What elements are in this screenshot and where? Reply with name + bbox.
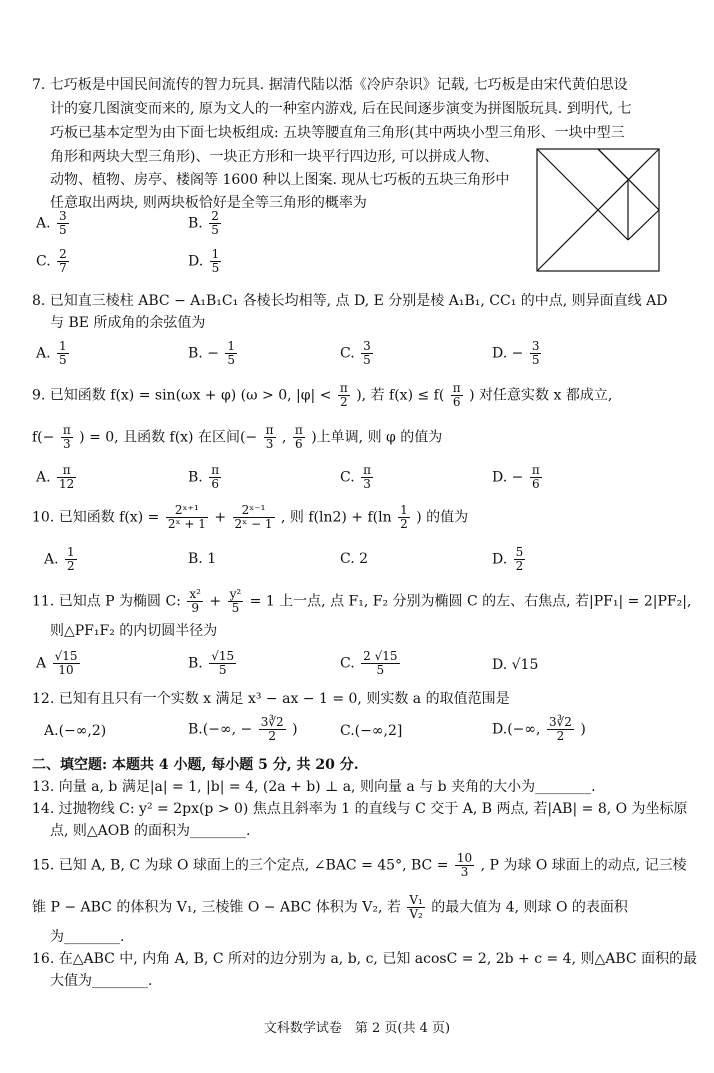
q9-option-a[interactable]: A. $\frac{\pi}{12}$ xyxy=(36,463,75,491)
q8-option-c[interactable]: C. $\frac{3}{5}$ xyxy=(340,339,371,367)
q11-line-1: 11. 已知点 P 为椭圆 C: $\frac{\text{x²}}{9}$ + $\frac{\text{y²}}{5}$ = 1 上一点, 点 F₁, F₂ 分别为椭圆 C 的左、右焦点, 若|PF₁| = 2|PF₂|, xyxy=(32,587,692,615)
q14-line-1: 14. 过抛物线 C: y² = 2px(p > 0) 焦点且斜率为 1 的直线与 C 交于 A, B 两点, 若|AB| = 8, O 为坐标原 xyxy=(32,801,688,817)
q11-option-a[interactable]: A $\frac{√15}{10}$ xyxy=(36,649,78,677)
q11-option-b[interactable]: B. $\frac{√15}{5}$ xyxy=(188,649,235,677)
q10-option-d[interactable]: D. $\frac{5}{2}$ xyxy=(492,545,524,573)
q7-option-c[interactable]: C. $\frac{2}{7}$ xyxy=(36,247,67,275)
q8-line-2: 与 BE 所成角的余弦值为 xyxy=(50,315,206,331)
q11-option-c[interactable]: C. $\frac{2 √15}{5}$ xyxy=(340,649,398,677)
q7-option-a[interactable]: A. $\frac{3}{5}$ xyxy=(36,209,67,237)
q15-line-2: 锥 P − ABC 的体积为 V₁, 三棱锥 O − ABC 体积为 V₂, 若 $\frac{\text{V₁}}{\text{V₂}}$ 的最大值为 4, 则球 O 的表面积 xyxy=(32,893,628,921)
q9-option-b[interactable]: B. $\frac{\pi}{6}$ xyxy=(188,463,220,491)
q8-line-1: 8. 已知直三棱柱 ABC − A₁B₁C₁ 各棱长均相等, 点 D, E 分别是棱 A₁B₁, CC₁ 的中点, 则异面直线 AD xyxy=(32,293,668,309)
q8-option-a[interactable]: A. $\frac{1}{5}$ xyxy=(36,339,67,367)
q7-line-1: 7. 七巧板是中国民间流传的智力玩具. 据清代陆以湉《冷庐杂识》记载, 七巧板是由宋代黄伯思设 xyxy=(32,77,628,93)
q13-line-1: 13. 向量 a, b 满足|a| = 1, |b| = 4, (2a + b) ⊥ a, 则向量 a 与 b 夹角的大小为________. xyxy=(32,779,596,795)
q9-option-c[interactable]: C. $\frac{\pi}{3}$ xyxy=(340,463,372,491)
q10-line-1: 10. 已知函数 f(x) = $\frac{\text{2ˣ⁺¹}}{\text{2ˣ + 1}}$ + $\frac{\text{2ˣ⁻¹}}{\text{2ˣ − 1}}$ , 则 f(ln2) + f(ln $\frac{1}{2}$ ) 的值为 xyxy=(32,503,469,531)
q9-line-1: 9. 已知函数 f(x) = sin(ωx + φ) (ω > 0, |φ| < $\frac{\pi}{2}$ ), 若 f(x) ≤ f( $\frac{\pi}{6}$ ) 对任意实数 x 都成立, xyxy=(32,381,613,409)
q8-option-d[interactable]: D. − $\frac{3}{5}$ xyxy=(492,339,540,367)
q7-line-6: 任意取出两块, 则两块板恰好是全等三角形的概率为 xyxy=(50,195,367,211)
q15-line-1: 15. 已知 A, B, C 为球 O 球面上的三个定点, ∠BAC = 45°, BC = $\frac{10}{3}$ , P 为球 O 球面上的动点, 记三棱 xyxy=(32,851,687,879)
q7-line-2: 计的宴几图演变而来的, 原为文人的一种室内游戏, 后在民间逐步演变为拼图版玩具. 到明代, 七 xyxy=(50,101,632,117)
q12-line-1: 12. 已知有且只有一个实数 x 满足 x³ − ax − 1 = 0, 则实数 a 的取值范围是 xyxy=(32,691,510,707)
tangram-figure xyxy=(536,148,660,272)
q15-line-3: 为________. xyxy=(50,929,125,945)
tangram-partial-diagonal xyxy=(537,149,628,240)
q14-line-2: 点, 则△AOB 的面积为________. xyxy=(50,823,251,839)
tangram-parallelogram-edge xyxy=(628,210,659,240)
q12-option-a[interactable]: A.(−∞,2) xyxy=(44,723,107,739)
q7-line-3: 巧板已基本定型为由下面七块板组成: 五块等腰直角三角形(其中两块小型三角形、一块中型三 xyxy=(50,125,625,141)
q8-option-b[interactable]: B. − $\frac{1}{5}$ xyxy=(188,339,236,367)
q11-option-d[interactable]: D. √15 xyxy=(492,657,539,673)
q9-option-d[interactable]: D. − $\frac{\pi}{6}$ xyxy=(492,463,540,491)
q9-line-2: f(− $\frac{\pi}{3}$ ) = 0, 且函数 f(x) 在区间(− $\frac{\pi}{3}$ , $\frac{\pi}{6}$ )上单调, 则 φ 的值为 xyxy=(32,423,443,451)
tangram-small-cut xyxy=(598,149,628,179)
q7-line-4: 角形和两块大型三角形)、一块正方形和一块平行四边形, 可以拼成人物、 xyxy=(50,149,499,165)
page-footer: 文科数学试卷 第 2 页(共 4 页) xyxy=(263,1021,451,1036)
q10-option-c[interactable]: C. 2 xyxy=(340,551,369,567)
q16-line-2: 大值为________. xyxy=(50,973,153,989)
section-title-fill-in: 二、填空题: 本题共 4 小题, 每小题 5 分, 共 20 分. xyxy=(32,757,359,773)
q7-option-b[interactable]: B. $\frac{2}{5}$ xyxy=(188,209,219,237)
q10-option-a[interactable]: A. $\frac{1}{2}$ xyxy=(44,545,75,573)
q7-option-d[interactable]: D. $\frac{1}{5}$ xyxy=(188,247,220,275)
q10-option-b[interactable]: B. 1 xyxy=(188,551,217,567)
q7-line-5: 动物、植物、房亭、楼阁等 1600 种以上图案. 现从七巧板的五块三角形中 xyxy=(50,172,510,188)
q12-option-c[interactable]: C.(−∞,2] xyxy=(340,723,403,739)
q11-line-2: 则△PF₁F₂ 的内切圆半径为 xyxy=(50,623,218,639)
q16-line-1: 16. 在△ABC 中, 内角 A, B, C 所对的边分别为 a, b, c, 已知 acosC = 2, 2b + c = 4, 则△ABC 面积的最 xyxy=(32,951,698,967)
q12-option-b[interactable]: B.(−∞, − $\frac{3∛2}{2}$ ) xyxy=(188,715,298,743)
q12-option-d[interactable]: D.(−∞, $\frac{3∛2}{2}$ ) xyxy=(492,715,586,743)
